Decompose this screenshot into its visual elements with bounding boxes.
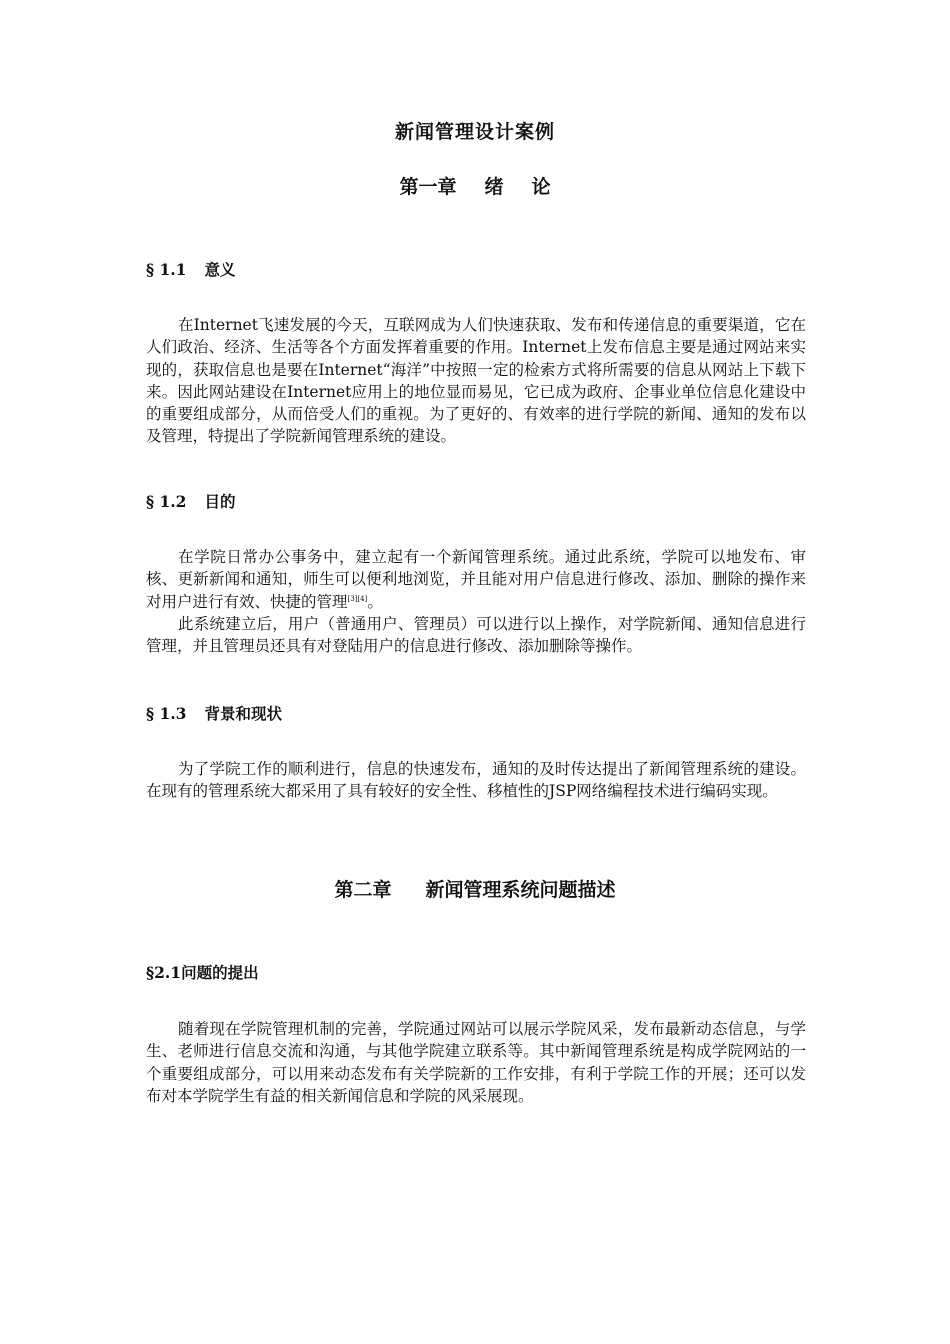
section-1-2-heading xyxy=(146,490,235,512)
paragraph-text: 在学院日常办公事务中，建立起有一个新闻管理系统。通过此系统，学院可以地发布、审核、更新新闻和通知，师生可以便利地浏览，并且能对用户信息进行修改、添加、删除的操作来对用户进行有效、快捷的管理 xyxy=(146,548,806,611)
chapter-1-title-part2: 论 xyxy=(531,176,551,198)
section-number: § 1.3 xyxy=(146,704,187,723)
document-title: 新闻管理设计案例 xyxy=(394,121,555,143)
section-title: 背景和现状 xyxy=(204,704,282,723)
section-1-3-heading xyxy=(146,702,282,724)
section-1-1-paragraph: 在Internet飞速发展的今天，互联网成为人们快速获取、发布和传递信息的重要渠道，它在人们政治、经济、生活等各个方面发挥着重要的作用。Internet上发布信息主要是通过网站来实现的，获取信息也是要在Internet“海洋”中按照一定的检索方式将所需要的信息从网站上下载下来。因此网站建设在Internet应用上的地位显而易见，它已成为政府、企事业单位信息化建设中的重要组成部分，从而倍受人们的重视。为了更好的、有效率的进行学院的新闻、通知的发布以及管理，特提出了学院新闻管理系统的建设。 xyxy=(146,316,806,446)
paragraph-text-end: 。 xyxy=(367,592,383,611)
section-1-2-paragraph-2: 此系统建立后，用户（普通用户、管理员）可以进行以上操作，对学院新闻、通知信息进行管理，并且管理员还具有对登陆用户的信息进行修改、添加删除等操作。 xyxy=(146,615,806,656)
chapter-2-title: 新闻管理系统问题描述 xyxy=(425,879,616,901)
chapter-1-title-part1: 绪 xyxy=(484,176,504,198)
section-1-3-paragraph: 为了学院工作的顺利进行，信息的快速发布，通知的及时传达提出了新闻管理系统的建设。在现有的管理系统大都采用了具有较好的安全性、移植性的JSP网络编程技术进行编码实现。 xyxy=(146,760,806,801)
citation-reference: [3][4] xyxy=(347,594,368,603)
section-title: 目的 xyxy=(204,492,236,511)
section-1-1-heading xyxy=(146,258,235,280)
chapter-1-heading xyxy=(0,172,950,199)
section-number: § 1.1 xyxy=(146,260,187,279)
chapter-1-number: 第一章 xyxy=(399,176,457,198)
chapter-2-number: 第二章 xyxy=(334,879,392,901)
section-title: 意义 xyxy=(204,260,236,279)
chapter-2-heading xyxy=(0,875,950,902)
section-2-1-paragraph: 随着现在学院管理机制的完善，学院通过网站可以展示学院风采，发布最新动态信息，与学生、老师进行信息交流和沟通，与其他学院建立联系等。其中新闻管理系统是构成学院网站的一个重要组成部分，可以用来动态发布有关学院新的工作安排，有利于学院工作的开展；还可以发布对本学院学生有益的相关新闻信息和学院的风采展现。 xyxy=(146,1020,806,1105)
section-number: § 1.2 xyxy=(146,492,187,511)
section-1-2-paragraph-1 xyxy=(146,546,806,613)
section-2-1-heading: §2.1问题的提出 xyxy=(146,963,259,982)
